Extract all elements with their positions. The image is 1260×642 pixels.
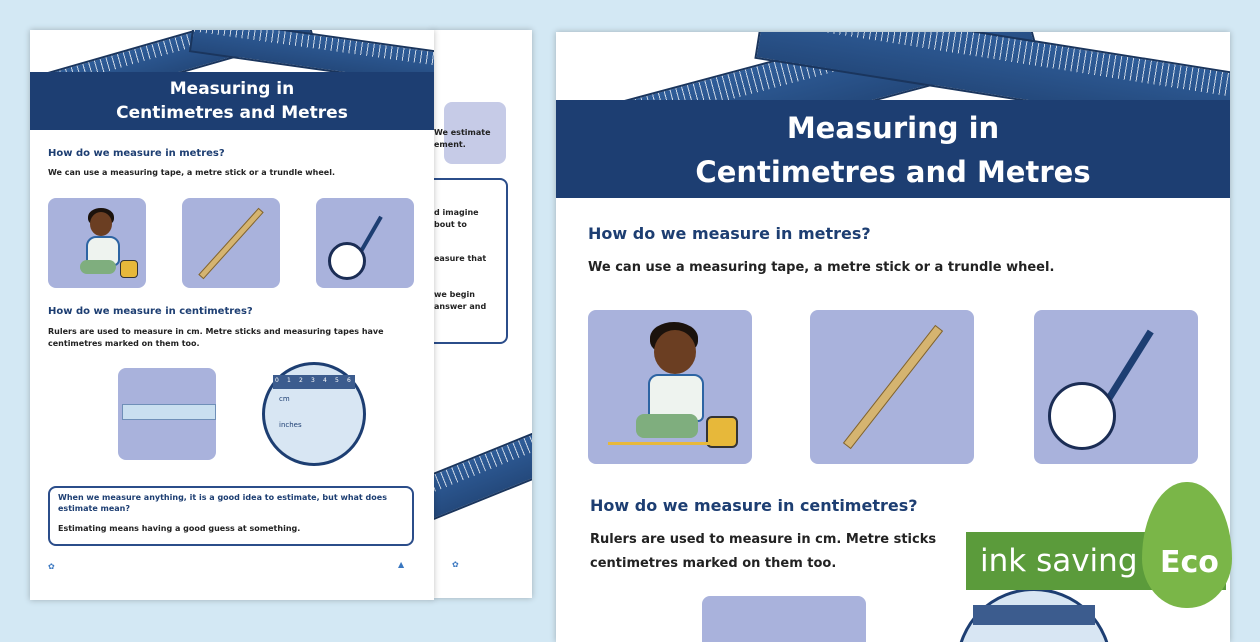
ruler-image	[118, 368, 216, 460]
back-text-6: we begin	[434, 290, 475, 299]
big-child-tape-image	[588, 310, 752, 464]
big-answer-centimetres-line-2: centimetres marked on them too.	[590, 556, 837, 571]
big-child-face	[654, 330, 696, 374]
big-child-legs	[636, 414, 698, 438]
answer-metres: We can use a measuring tape, a metre stick or a trundle wheel.	[48, 168, 336, 177]
eco-leaf-label: Eco	[1160, 545, 1219, 580]
trundle-wheel-icon	[328, 242, 366, 280]
title-line-1: Measuring in	[169, 79, 295, 99]
footer-badge-icon: ▲	[398, 560, 405, 569]
page-title-banner	[30, 72, 434, 130]
magnifier-tick-label: 2	[299, 377, 303, 384]
big-question-metres: How do we measure in metres?	[588, 224, 871, 243]
metre-stick-image	[182, 198, 280, 288]
big-tape-strip	[608, 442, 712, 445]
metre-stick-icon	[198, 208, 263, 280]
child-legs	[80, 260, 116, 274]
back-text-2: ement.	[434, 140, 466, 149]
big-ruler-image	[702, 596, 866, 642]
big-title-line-2: Centimetres and Metres	[695, 155, 1091, 189]
big-metre-stick-icon	[843, 325, 943, 449]
big-title-line-1: Measuring in	[786, 111, 1000, 145]
big-trundle-wheel-image	[1034, 310, 1198, 464]
magnifier-inches-label: inches	[279, 421, 302, 429]
front-worksheet-page	[30, 30, 434, 600]
magnifier-cm-label: cm	[279, 395, 290, 403]
trundle-wheel-image	[316, 198, 414, 288]
magnifier-tick-label: 4	[323, 377, 327, 384]
ink-saving-badge: ink saving	[966, 532, 1226, 590]
child-tape-image	[48, 198, 146, 288]
estimate-question: When we measure anything, it is a good idea to estimate, but what does estimate mean?	[58, 493, 387, 513]
magnifier-tick-label: 6	[347, 377, 351, 384]
back-text-3: d imagine	[434, 208, 479, 217]
title-line-2: Centimetres and Metres	[116, 103, 348, 123]
back-worksheet-page	[432, 30, 532, 598]
back-text-4: bout to	[434, 220, 467, 229]
big-question-centimetres: How do we measure in centimetres?	[590, 496, 918, 515]
question-metres: How do we measure in metres?	[48, 148, 225, 159]
big-metre-stick-image	[810, 310, 974, 464]
back-ruler-decoration	[432, 421, 532, 523]
magnifier-tick-label: 0	[275, 377, 279, 384]
tape-measure-icon	[120, 260, 138, 278]
ruler-icon	[122, 404, 216, 420]
child-face	[90, 212, 112, 236]
magnifier-circle	[262, 362, 366, 466]
answer-centimetres: Rulers are used to measure in cm. Metre sticks and measuring tapes have centimetres marked on them too.	[48, 327, 384, 348]
big-magnifier-circle	[956, 588, 1112, 642]
big-trundle-wheel-icon	[1048, 382, 1116, 450]
back-text-5: easure that	[434, 254, 487, 263]
back-text-7: answer and	[434, 302, 487, 311]
big-answer-centimetres-line-1: Rulers are used to measure in cm. Metre sticks	[590, 532, 937, 547]
back-text-1: We estimate	[434, 128, 491, 137]
magnifier-tick-label: 1	[287, 377, 291, 384]
big-magnified-ruler-scale	[973, 605, 1095, 625]
magnifier-tick-label: 5	[335, 377, 339, 384]
back-publisher-logo: ✿	[452, 560, 459, 569]
publisher-logo: ✿	[48, 562, 55, 571]
estimate-box	[48, 486, 414, 546]
question-centimetres: How do we measure in centimetres?	[48, 306, 253, 317]
magnifier-tick-label: 3	[311, 377, 315, 384]
estimate-answer: Estimating means having a good guess at something.	[58, 524, 301, 533]
big-title-banner	[556, 100, 1230, 198]
big-answer-metres: We can use a measuring tape, a metre stick or a trundle wheel.	[588, 260, 1055, 275]
